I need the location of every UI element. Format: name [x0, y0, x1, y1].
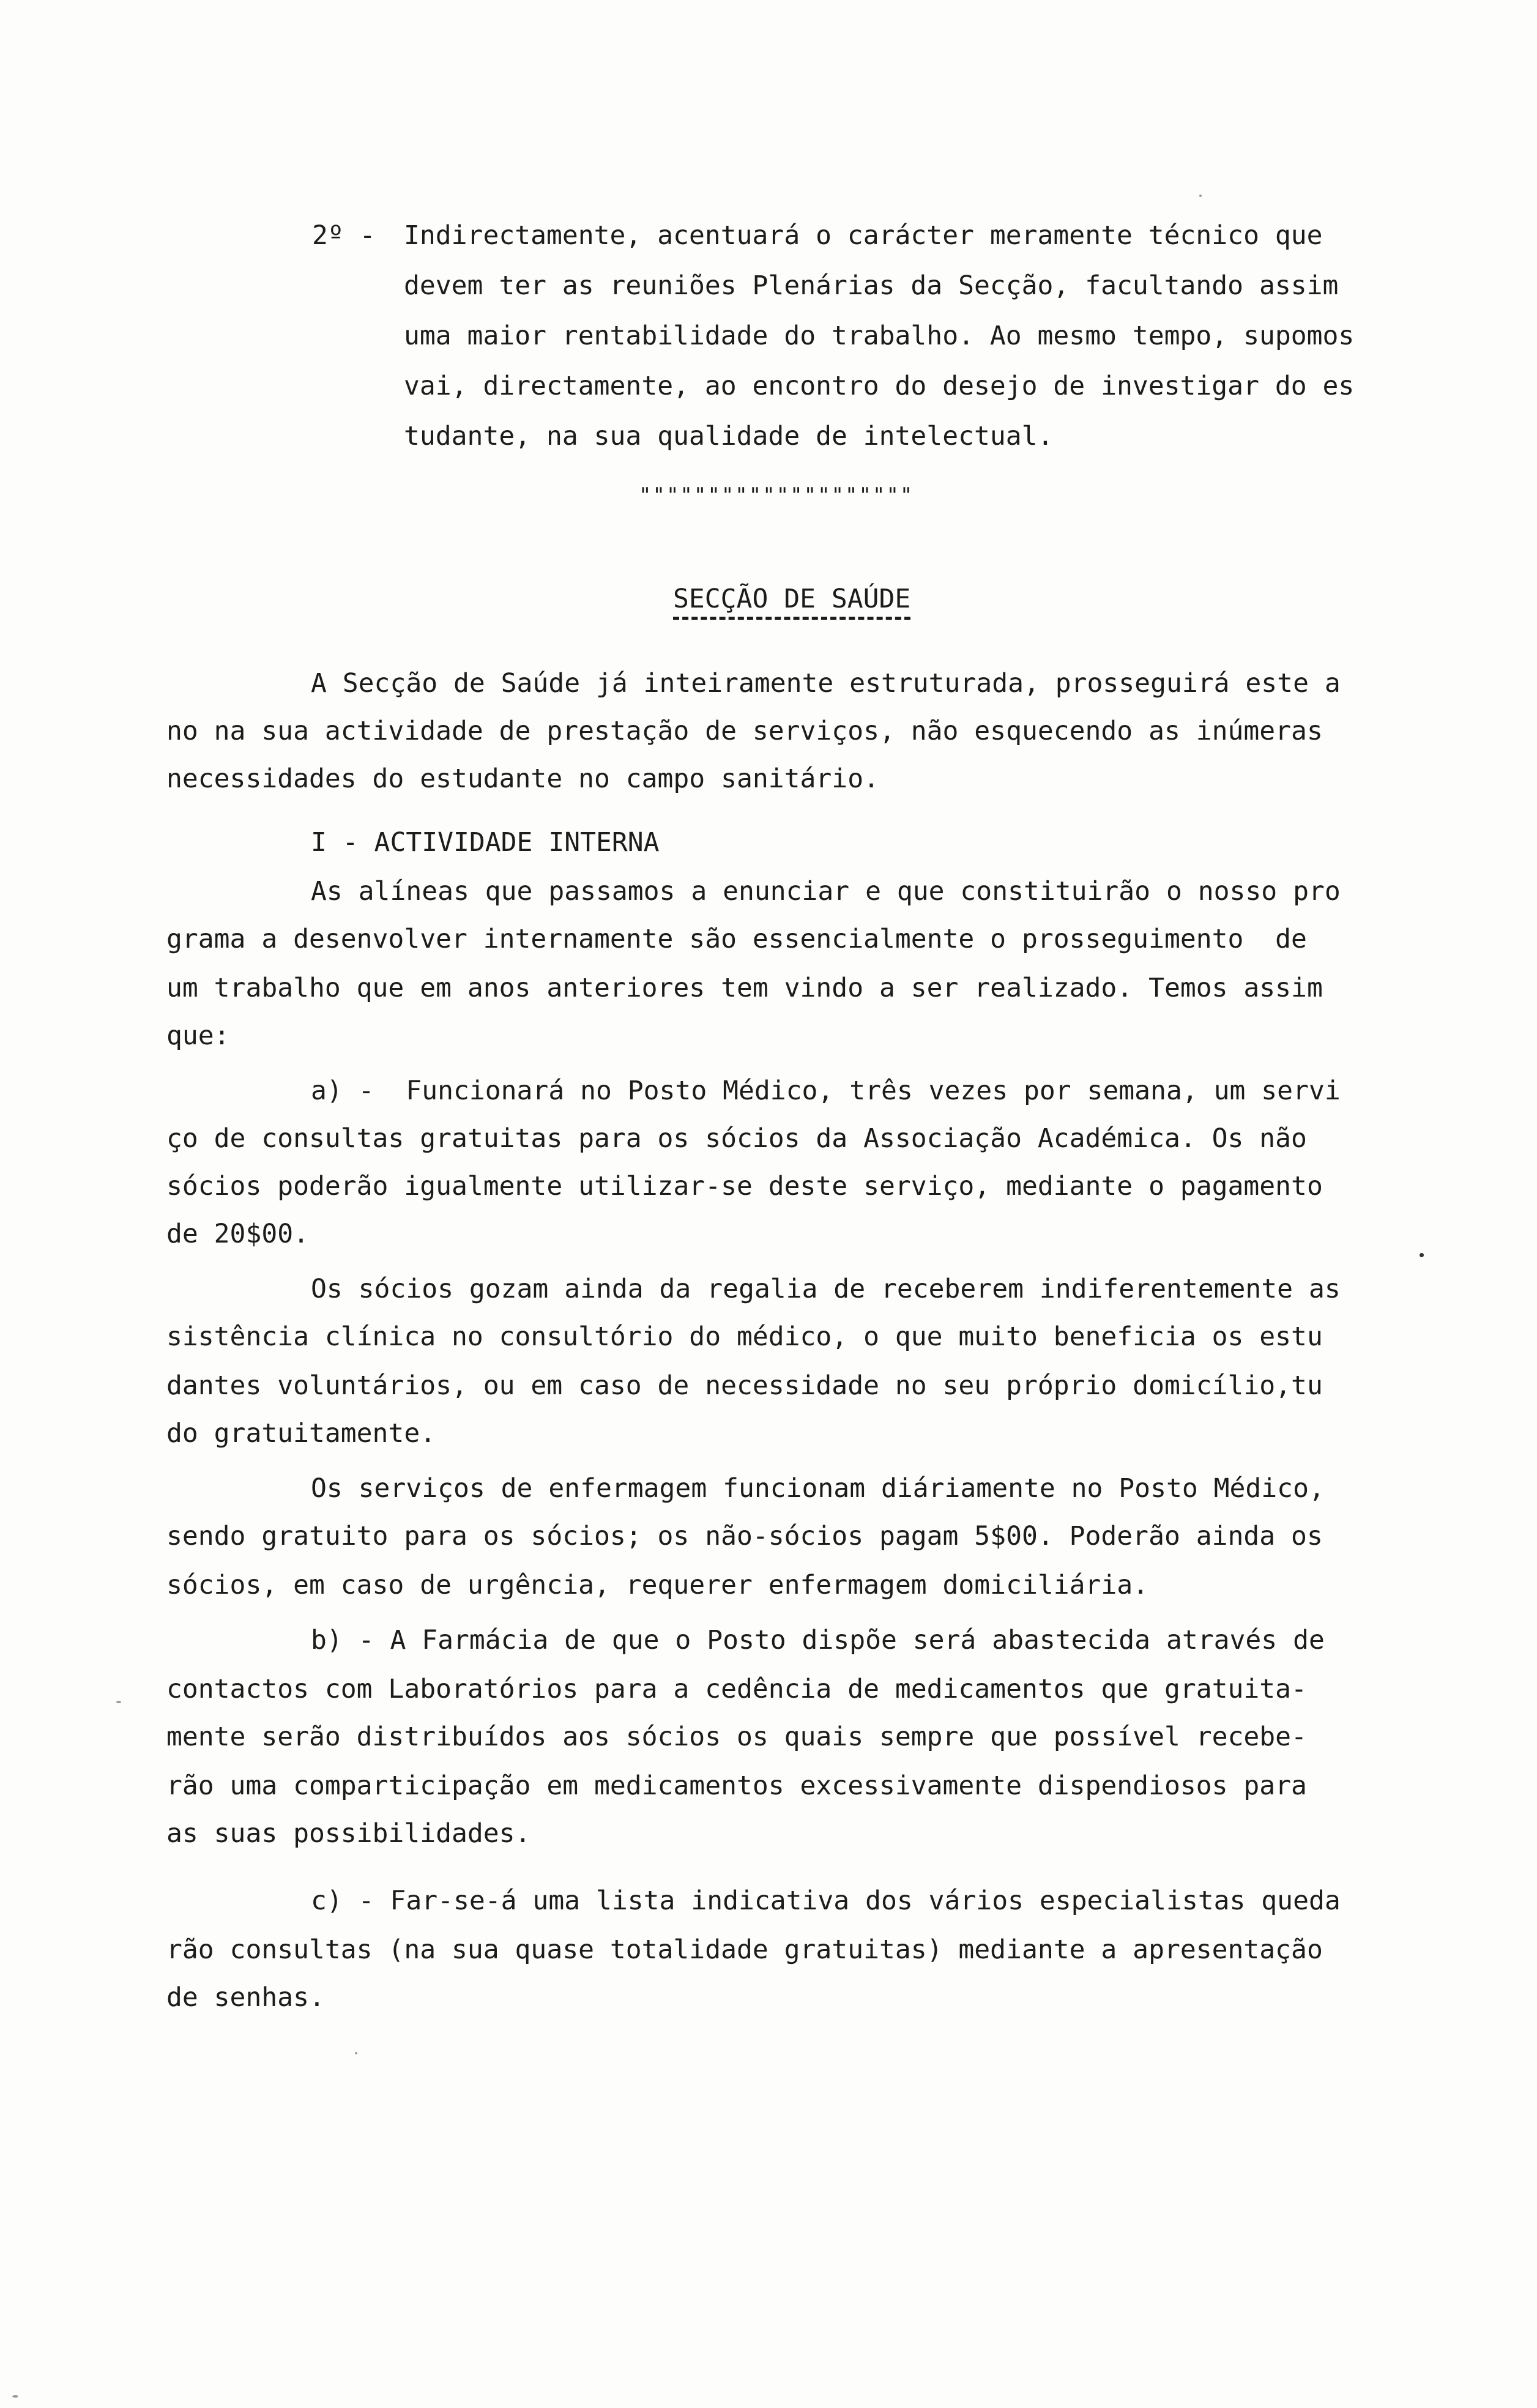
para1-line-3: um trabalho que em anos anteriores tem vindo a ser realizado. Temos assim — [166, 973, 1323, 1003]
item-a-line-3: sócios poderão igualmente utilizar-se deste serviço, mediante o pagamento — [166, 1171, 1323, 1202]
item-a-line-2: ço de consultas gratuitas para os sócios da Associação Académica. Os não — [166, 1123, 1307, 1154]
intro-line-2: no na sua actividade de prestação de serviços, não esquecendo as inúmeras — [166, 716, 1323, 746]
item-b-line-5: as suas possibilidades. — [166, 1818, 531, 1849]
item-b-line-3: mente serão distribuídos aos sócios os quais sempre que possível recebe- — [166, 1722, 1307, 1752]
item-c-line-1: c) - Far-se-á uma lista indicativa dos vários especialistas queda — [311, 1886, 1341, 1916]
socios-line-2: sistência clínica no consultório do médico, o que muito beneficia os estu — [166, 1321, 1323, 1352]
para1-line-4: que: — [166, 1020, 230, 1051]
enfermagem-line-1: Os serviços de enfermagem funcionam diáriamente no Posto Médico, — [311, 1473, 1325, 1504]
socios-line-4: do gratuitamente. — [166, 1418, 436, 1449]
item2-line-1: Indirectamente, acentuará o carácter meramente técnico que — [404, 220, 1323, 251]
item-b-line-2: contactos com Laboratórios para a cedência de medicamentos que gratuita- — [166, 1674, 1307, 1704]
enfermagem-line-2: sendo gratuito para os sócios; os não-sócios pagam 5$00. Poderão ainda os — [166, 1521, 1323, 1551]
para1-line-1: As alíneas que passamos a enunciar e que constituirão o nosso pro — [311, 876, 1341, 907]
intro-line-3: necessidades do estudante no campo sanitário. — [166, 764, 879, 794]
item-b-line-1: b) - A Farmácia de que o Posto dispõe será abastecida através de — [311, 1625, 1325, 1656]
item-a-line-1: a) - Funcionará no Posto Médico, três vezes por semana, um servi — [311, 1076, 1341, 1106]
socios-line-3: dantes voluntários, ou em caso de necessidade no seu próprio domicílio,tu — [166, 1370, 1323, 1401]
scan-speck — [355, 2052, 357, 2054]
item2-line-2: devem ter as reuniões Plenárias da Secção, facultando assim — [404, 270, 1339, 301]
enfermagem-line-3: sócios, em caso de urgência, requerer enfermagem domiciliária. — [166, 1570, 1149, 1600]
section-title: SECÇÃO DE SAÚDE — [673, 584, 910, 620]
subheading: I - ACTIVIDADE INTERNA — [311, 827, 660, 858]
item-b-line-4: rão uma comparticipação em medicamentos excessivamente dispendiosos para — [166, 1771, 1307, 1801]
scan-speck — [116, 1701, 121, 1703]
para1-line-2: grama a desenvolver internamente são essencialmente o prosseguimento de — [166, 924, 1307, 954]
item2-line-5: tudante, na sua qualidade de intelectual. — [404, 421, 1054, 452]
scan-speck — [1199, 195, 1202, 197]
item-c-line-3: de senhas. — [166, 1982, 325, 2013]
scan-speck — [12, 2395, 18, 2398]
item2-line-4: vai, directamente, ao encontro do desejo de investigar do es — [404, 371, 1355, 401]
item2-line-3: uma maior rentabilidade do trabalho. Ao mesmo tempo, supomos — [404, 321, 1355, 351]
intro-line-1: A Secção de Saúde já inteiramente estruturada, prosseguirá este a — [311, 668, 1341, 699]
item-a-line-4: de 20$00. — [166, 1219, 309, 1249]
item-number: 2º - — [312, 220, 376, 251]
item-c-line-2: rão consultas (na sua quase totalidade gratuitas) mediante a apresentação — [166, 1934, 1323, 1965]
socios-line-1: Os sócios gozam ainda da regalia de receberem indiferentemente as — [311, 1274, 1341, 1304]
separator-marks: """""""""""""""""""" — [639, 483, 914, 508]
scan-speck — [1420, 1253, 1424, 1257]
